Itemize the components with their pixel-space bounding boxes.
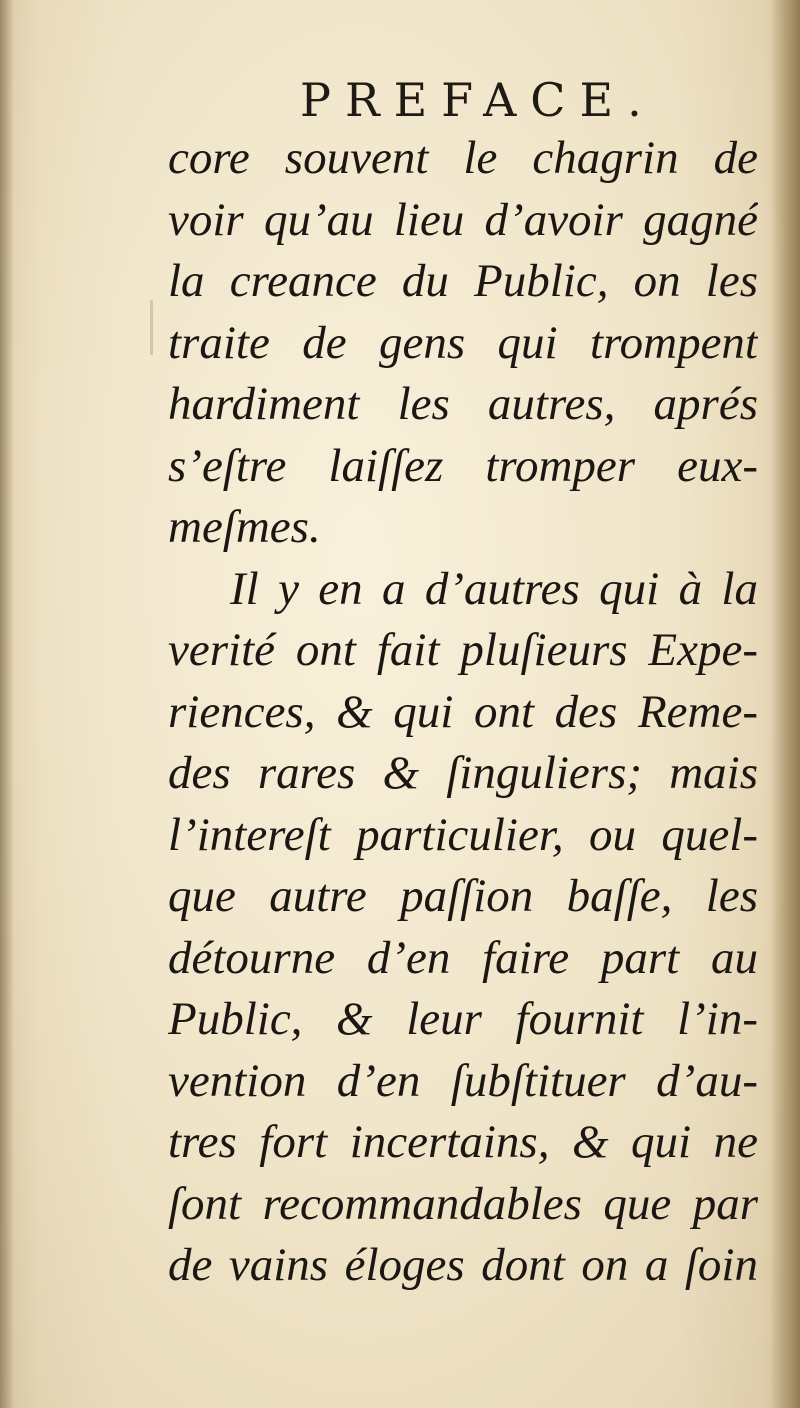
text-line: la creance du Public, on les: [168, 255, 758, 307]
text-line: tres fort incertains, & qui ne: [168, 1116, 758, 1168]
text-line: verité ont fait pluſieurs Expe-: [168, 624, 758, 676]
text-line: riences, & qui ont des Reme-: [168, 685, 758, 738]
body-text: [168, 128, 768, 1297]
text-line: que autre paſſion baſſe, les: [168, 870, 758, 922]
text-line: voir qu’au lieu d’avoir gagné: [168, 193, 758, 246]
text-line: détourne d’en faire part au: [168, 931, 758, 984]
text-line: de vains éloges dont on a ſoin: [168, 1239, 758, 1291]
text-line: traite de gens qui trompent: [168, 316, 758, 369]
text-line: Public, & leur fournit l’in-: [168, 993, 758, 1045]
text-line: des rares & ſinguliers; mais: [168, 747, 758, 799]
text-line: s’eſtre laiſſez tromper eux-: [168, 439, 758, 492]
text-line: hardiment les autres, aprés: [168, 378, 758, 430]
text-line: ſont recommandables que par: [168, 1177, 758, 1230]
text-line: core souvent le chagrin de: [168, 132, 758, 184]
paper-crease: [150, 300, 153, 355]
paragraph-start-line: Il y en a d’autres qui à la: [230, 562, 758, 615]
text-line: vention d’en ſubſtituer d’au-: [168, 1054, 758, 1107]
text-line: l’intereſt particulier, ou quel-: [168, 808, 758, 861]
text-line: meſmes.: [168, 501, 321, 553]
running-header: PREFACE.: [300, 73, 656, 127]
